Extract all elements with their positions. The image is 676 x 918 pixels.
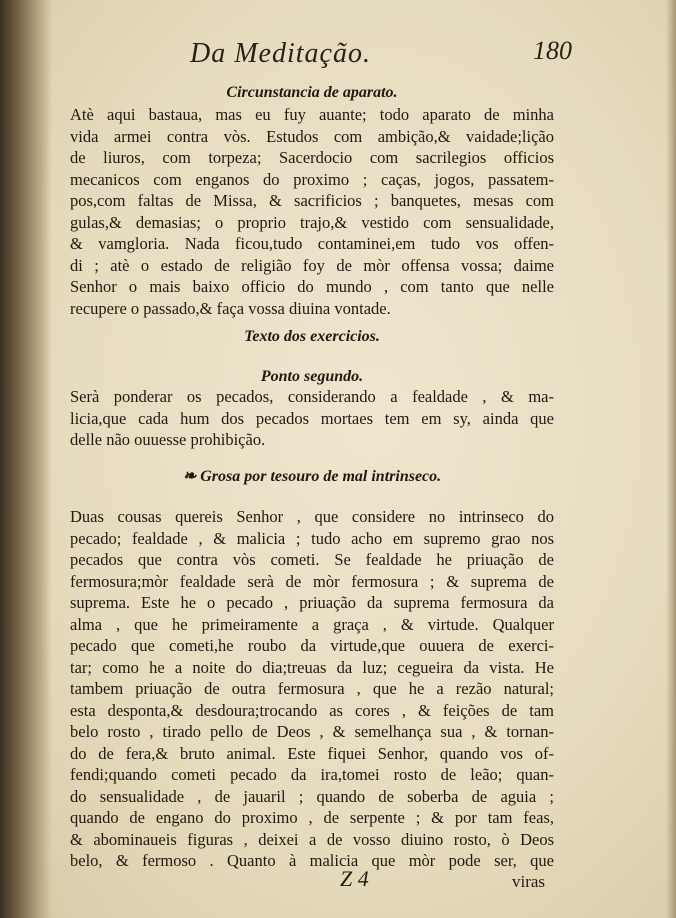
paragraph-aparato <box>70 104 554 319</box>
text-line: alma , que he primeiramente a graça , & virtude. Qualquer <box>70 614 554 634</box>
section-heading-texto: Texto dos exercicios. <box>244 328 380 345</box>
text-line: fermosura;mòr fealdade serà de mòr fermosura ; & suprema de <box>70 571 554 591</box>
text-line: delle não ouuesse prohibição. <box>70 430 266 449</box>
section-heading-grosa: ❧ Grosa por tesouro de mal intrinseco. <box>182 468 442 485</box>
text-line: Atè aqui bastaua, mas eu fuy auante; todo aparato de minha <box>70 105 554 124</box>
text-line: pecados que contra vòs cometi. Se fealdade he priuação de <box>70 550 554 569</box>
text-line: vida armei contra vòs. Estudos com ambição,& vaidade;lição <box>70 126 554 146</box>
text-line: Duas cousas quereis Senhor , que considere no intrinseco do <box>70 507 554 526</box>
text-line: Serà ponderar os pecados, considerando a fealdade , & ma- <box>70 387 554 406</box>
text-line: fendi;quando cometi pecado da ira,tomei rosto de leão; quan- <box>70 765 554 784</box>
text-line: quando de engano do proximo , de serpente ; & por tam feas, <box>70 808 554 827</box>
text-line: de liuros, com torpeza; Sacerdocio com sacrilegios officios <box>70 148 554 167</box>
text-line: belo rosto , tirado pello de Deos , & semelhança sua , & tornan- <box>70 722 554 741</box>
section-heading-aparato: Circunstancia de aparato. <box>226 84 398 101</box>
text-line: do sensualidade , de jauaril ; quando de soberba de aguia ; <box>70 786 554 806</box>
subheading-ponto-segundo: Ponto segundo. <box>260 368 364 385</box>
binding-gutter <box>0 0 52 918</box>
running-title: Da Meditação. <box>190 38 371 69</box>
text-line: pos,com faltas de Missa, & sacrificios ; banquetes, mesas com <box>70 191 554 210</box>
text-line: & abominaueis figuras , deixei a de vosso diuino rosto, ò Deos <box>70 829 554 849</box>
text-line: di ; atè o estado de religião foy de mòr offensa vossa; daime <box>70 255 554 275</box>
text-line: tar; como he a noite do dia;treuas da luz; cegueira da vista. He <box>70 657 554 677</box>
text-line: pecado que cometi,he roubo da virtude,que ouuera de exerci- <box>70 636 554 655</box>
catchword: viras <box>512 872 546 891</box>
paragraph-ponto <box>70 386 554 451</box>
text-line: tambem priuação de outra fermosura , que he a rezão natural; <box>70 679 554 698</box>
text-line: belo, & fermoso . Quanto à malicia que mòr pode ser, que <box>70 851 554 870</box>
text-line: & vamgloria. Nada ficou,tudo contaminei,em tudo vos offen- <box>70 234 554 253</box>
text-line: recupere o passado,& faça vossa diuina vontade. <box>70 298 391 318</box>
paragraph-grosa <box>70 506 554 872</box>
text-line: esta desponta,& desdoura;trocando as cores , & feições de tam <box>70 700 554 720</box>
page-edge <box>666 0 676 918</box>
text-line: pecado; fealdade , & malicia ; tudo acho em supremo grao nos <box>70 528 554 548</box>
text-line: Senhor o mais baixo officio do mundo , com tanto que nelle <box>70 277 554 296</box>
text-line: do de fera,& bruto animal. Este fiquei Senhor, quando vos of- <box>70 743 554 763</box>
text-line: licia,que cada hum dos pecados mortaes tem em sy, ainda que <box>70 408 554 428</box>
page-number: 180 <box>533 36 572 65</box>
text-line: suprema. Este he o pecado , priuação da suprema fermosura da <box>70 593 554 612</box>
text-line: gulas,& demasias; o proprio trajo,& vestido com sensualidade, <box>70 212 554 232</box>
text-line: mecanicos com enganos do proximo ; caças, jogos, passatem- <box>70 169 554 189</box>
signature-mark: Z 4 <box>340 866 369 891</box>
